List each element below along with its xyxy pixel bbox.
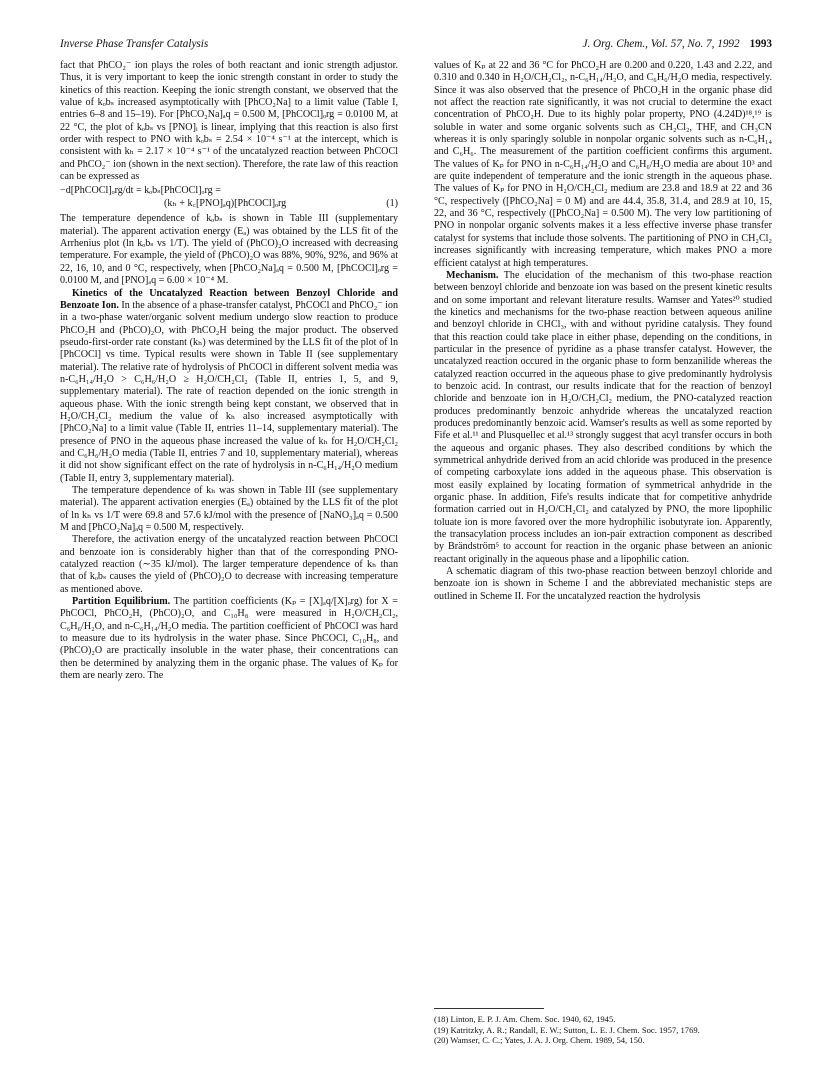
footnote-rule bbox=[434, 1008, 544, 1009]
paragraph: The temperature dependence of kₕ was shown in Table III (see supplementary material). The apparent activation energies (Eₐ) obtained by the LLS fit of the plot of ln kₕ vs 1/T were 69.8 and 57.6 kJ/mol with the presence of [NaNO₃]ₐq = 0.500 M and [PhCO₂Na]ₐq = 0.500 M, respectively. bbox=[60, 485, 398, 534]
footnotes bbox=[434, 1014, 772, 1046]
paragraph bbox=[434, 270, 772, 566]
journal-citation bbox=[582, 38, 772, 50]
section-heading: Mechanism. bbox=[446, 269, 499, 281]
right-column bbox=[434, 60, 772, 603]
equation-line bbox=[60, 197, 398, 210]
paragraph bbox=[60, 288, 398, 486]
footnote: (18) Linton, E. P. J. Am. Chem. Soc. 1940, 62, 1945. bbox=[434, 1014, 616, 1024]
paragraph: Therefore, the activation energy of the uncatalyzed reaction between PhCOCl and benzoate ion is considerably higher than that of the corresponding PNO-catalyzed reaction (∼35 kJ/mol). The larger temperature dependence of kₕ than that of kₒbₛ causes the yield of (PhCO)₂O to decrease with increasing temperature as mentioned above. bbox=[60, 534, 398, 595]
left-column bbox=[60, 60, 398, 683]
equation-line: −d[PhCOCl]ₒrg/dt = kₒbₛ[PhCOCl]ₒrg = bbox=[60, 185, 221, 197]
rate-law-equation bbox=[60, 183, 398, 213]
paragraph-text: In the absence of a phase-transfer catalyst, PhCOCl and PhCO₂⁻ ion in a two-phase water/organic solvent medium undergo slow reaction to produce PhCO₂H and (PhCO)₂O, with PhCO₂H being the major product. The observed pseudo-first-order rate constant (kₕ) was determined by the LLS fit of the plot of ln [PhCOCl] vs time. Typical results were shown in Table II (see supplementary material). The relative rate of hydrolysis of PhCOCl in different solvent media was n-C₆H₁₄/H₂O > C₆H₆/H₂O ≥ H₂O/CH₂Cl₂ (Table II, entries 1, 5, and 9, supplementary material). The rate of reaction depended on the ionic strength in aqueous phase. With the ionic strength being kept constant, we observed that in H₂O/CH₂Cl₂ medium the value of kₕ also increased asymptotically with [PhCO₂Na] to a limit value (Table II, entries 11–14, supplementary material). The presence of PNO in the aqueous phase increased the value of kₕ for H₂O/CH₂Cl₂ and C₆H₆/H₂O media (Table II, entries 7 and 10, supplementary material), whereas it did not show significant effect on the rate of hydrolysis in n-C₆H₁₄/H₂O medium (Table II, entry 3, supplementary material). bbox=[60, 299, 398, 484]
section-heading: Kinetics of the Uncatalyzed Reaction between Benzoyl Chloride and Benzoate Ion. bbox=[60, 287, 398, 311]
equation-number: (1) bbox=[386, 198, 398, 210]
paragraph-text: The partition coefficients (Kₚ = [X]ₐq/[X]ₒrg) for X = PhCOCl, PhCO₂H, (PhCO)₂O, and C₁₀H₈ were measured in H₂O/CH₂Cl₂, C₆H₆/H₂O, and n-C₆H₁₄/H₂O media. The partition coefficient of PhCOCl was hard to measure due to its hydrolysis in the water phase. Since PhCOCl, C₁₀H₈, and (PhCO)₂O are practically insoluble in the water phase, their concentrations can then be determined by analyzing them in the organic phase. The values of Kₚ for them are nearly zero. The bbox=[60, 596, 399, 682]
section-heading: Partition Equilibrium. bbox=[72, 596, 171, 608]
footnote: (19) Katritzky, A. R.; Randall, E. W.; Sutton, L. E. J. Chem. Soc. 1957, 1769. bbox=[434, 1024, 700, 1035]
footnote: (20) Wamser, C. C.; Yates, J. A. J. Org. Chem. 1989, 54, 150. bbox=[434, 1035, 645, 1046]
paragraph-text: The elucidation of the mechanism of this two-phase reaction between benzoyl chloride and benzoate ion was based on the present kinetic results and on some important and relevant literature results. Wamser and Yates²⁰ studied the kinetics and mechanisms for the two-phase reaction between aqueous aniline and benzoyl chloride in CHCl₃, with and without pyridine catalysis. They found that this reaction could take place in either phase, depending on the conditions, in particular in the presence of pyridine as a phase transfer catalyst. However, the uncatalyzed reaction occured in the organic phase to form benzanilide whereas the catalyzed reaction occurred in the aqueous phase to give predominantly hydrolysis to benzoic acid. In contrast, our results indicate that for the reaction of benzoyl chloride and benzoate ion in H₂O/CH₂Cl₂ medium, the PNO-catalyzed reaction produces predominantly benzoic anhydride whereas the uncatalyzed reaction produces predominantly benzoic acid. Wamser's results as well as some reported by Fife et al.¹¹ and Plusquellec et al.¹³ strongly suggest that acyl transfer occurs in both the aqueous and organic phases. They also described conditions by which the symmetrical anhydride derived from an acid chloride was produced in the presence of competing carboxylate ions added in the aqueous phase. This observation is most easily explained by locating formation of symmetrical anhydride in the organic phase. In addition, Fife's results indicate that for competitive anhydride formation carried out in H₂O/CH₂Cl₂ and catalyzed by PNO, the more lipophilic toluate ion is more favored over the more hydrophilic isobutyrate ion. Apparently, the transacylation process includes an ion-pair extraction component as described by Brändström⁵ to account for reaction in the organic phase between an anionic reactant originally in the aqueous phase and a lipophilic cation. bbox=[434, 269, 772, 565]
paragraph: The temperature dependence of kₒbₛ is shown in Table III (supplementary material). The apparent activation energy (Eₐ) was obtained by the LLS fit of the Arrhenius plot (ln kₒbₛ vs 1/T). The yield of (PhCO)₂O increased with decreasing temperature. For example, the yield of (PhCO)₂O was 88%, 90%, 92%, and 96% at 22, 16, 10, and 0 °C, respectively, when [PhCO₂Na]ₐq = 0.500 M, [PhCOCl]ₒrg = 0.0100 M, and [PNO]ₐq = 6.00 × 10⁻⁴ M. bbox=[60, 213, 398, 287]
equation-text: (kₕ + k꜀[PNO]ₐq)[PhCOCl]ₒrg bbox=[164, 198, 287, 210]
running-header bbox=[60, 38, 772, 54]
page-number: 1993 bbox=[749, 38, 772, 50]
running-title: Inverse Phase Transfer Catalysis bbox=[60, 38, 209, 50]
paragraph: values of Kₚ at 22 and 36 °C for PhCO₂H are 0.200 and 0.220, 1.43 and 2.22, and 0.310 and 0.340 in H₂O/CH₂Cl₂, n-C₆H₁₄/H₂O, and C₆H₆/H₂O media, respectively. Since it was also observed that the presence of PhCO₂H in the organic phase did not affect the reaction rate significantly, it was not crucial to determine the exact concentration of PhCO₂H. Due to its highly polar property, PNO (4.24D)¹⁸,¹⁹ is soluble in water and some organic solvents such as CH₂Cl₂, THF, and CH₃CN whereas it is only sparingly soluble in nonpolar organic solvents such as n-C₆H₁₄ and C₆H₆. The measurement of the partition coefficient confirms this argument. The values of Kₚ for PNO in n-C₆H₁₄/H₂O and C₆H₆/H₂O media are about 10³ and are quite independent of temperature and the ionic strength in the aqueous phase. The values of Kₚ for PNO in H₂O/CH₂Cl₂ medium are 23.8 and 18.9 at 22 and 36 °C, respectively ([PhCO₂Na] = 0 M) and are 44.4, 35.8, 31.4, and 28.9 at 10, 15, 22, and 36 °C, respectively ([PhCO₂Na] = 0.500 M). The very low partitioning of PNO in nonpolar organic solvents makes it a less effective inverse phase transfer catalyst for systems that include those solvents. The partitioning of PNO in CH₂Cl₂ increases significantly with increasing temperature, which makes PNO a more efficient catalyst at high temperatures. bbox=[434, 60, 772, 269]
paragraph: A schematic diagram of this two-phase reaction between benzoyl chloride and benzoate ion is shown in Scheme I and the abbreviated mechanistic steps are outlined in Scheme II. For the uncatalyzed reaction the hydrolysis bbox=[434, 566, 772, 602]
paragraph bbox=[60, 596, 398, 682]
journal-name: J. Org. Chem., Vol. 57, No. 7, 1992 bbox=[582, 38, 740, 50]
paragraph: fact that PhCO₂⁻ ion plays the roles of both reactant and ionic strength adjustor. Thus, it is very important to keep the ionic strength constant in order to study the kinetics of this reaction. Keeping the ionic strength constant, we observed that the value of kₒbₛ increased asymptotically with [PhCO₂Na] to a limit value (Table I, entries 6–8 and 15–19). For [PhCO₂Na]ₐq = 0.500 M, [PhCOCl]ₒrg = 0.0100 M, at 22 °C, the plot of kₒbₛ vs [PNO]ᵢ is linear, implying that this reaction is also first order with respect to PNO with kₒbₛ = 2.54 × 10⁻⁴ s⁻¹ at the intercept, which is consistent with kₕ = 2.17 × 10⁻⁴ s⁻¹ of the uncatalyzed reaction between PhCOCl and PhCO₂⁻ ion (shown in the next section). Therefore, the rate law of this reaction can be expressed as bbox=[60, 60, 398, 183]
